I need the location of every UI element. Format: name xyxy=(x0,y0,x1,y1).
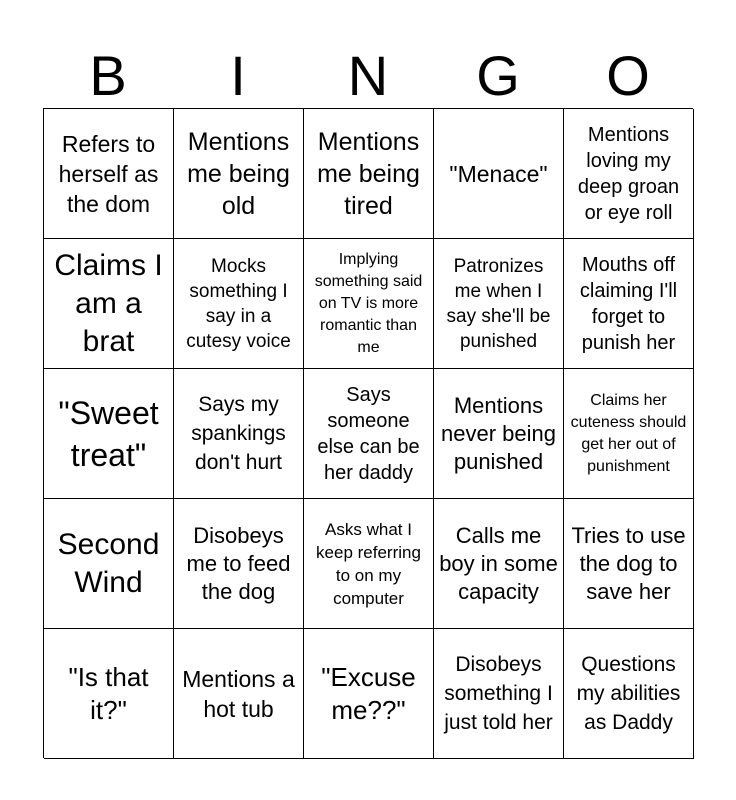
bingo-cell[interactable] xyxy=(304,369,434,499)
cell-text: Says my spankings don't hurt xyxy=(191,393,286,474)
bingo-cell[interactable] xyxy=(174,499,304,629)
cell-text: Tries to use the dog to save her xyxy=(571,522,686,604)
bingo-cell[interactable] xyxy=(434,629,564,759)
bingo-cell[interactable] xyxy=(304,629,434,759)
bingo-cell[interactable] xyxy=(174,629,304,759)
cell-text: "Is that it?" xyxy=(68,661,149,725)
cell-text: Disobeys something I just told her xyxy=(444,653,553,734)
bingo-cell[interactable] xyxy=(174,109,304,239)
cell-text: Mentions me being tired xyxy=(317,127,420,220)
bingo-cell[interactable] xyxy=(44,629,174,759)
bingo-cell[interactable] xyxy=(44,499,174,629)
bingo-cell[interactable] xyxy=(304,499,434,629)
title-letter-i: I xyxy=(230,44,246,107)
cell-text: Implying something said on TV is more romantic than me xyxy=(314,250,423,356)
title-letter-b: B xyxy=(89,44,127,107)
bingo-cell[interactable] xyxy=(564,499,694,629)
bingo-cell[interactable] xyxy=(434,499,564,629)
title-letter-g: G xyxy=(476,44,520,107)
bingo-cell[interactable] xyxy=(304,109,434,239)
title-letter-o: O xyxy=(606,44,650,107)
cell-text: Mentions me being old xyxy=(187,127,290,220)
bingo-title xyxy=(43,44,693,108)
bingo-board xyxy=(43,108,693,758)
cell-text: Calls me boy in some capacity xyxy=(439,522,558,604)
cell-text: "Sweet treat" xyxy=(58,394,159,473)
cell-text: Asks what I keep referring to on my computer xyxy=(316,519,421,608)
bingo-cell[interactable] xyxy=(44,369,174,499)
cell-text: Mouths off claiming I'll forget to punish her xyxy=(579,253,678,354)
cell-text: Disobeys me to feed the dog xyxy=(186,522,291,604)
bingo-cell[interactable] xyxy=(44,239,174,369)
title-letter-n: N xyxy=(347,44,389,107)
bingo-cell[interactable] xyxy=(174,239,304,369)
cell-text: Mocks something I say in a cutesy voice xyxy=(186,255,291,352)
bingo-cell[interactable] xyxy=(434,369,564,499)
cell-text: Mentions loving my deep groan or eye roll xyxy=(577,123,680,224)
cell-text: "Excuse me??" xyxy=(321,661,416,725)
cell-text: Claims I am a brat xyxy=(54,248,163,358)
cell-text: Patronizes me when I say she'll be punished xyxy=(446,255,551,352)
bingo-cell[interactable] xyxy=(564,369,694,499)
bingo-cell[interactable] xyxy=(564,629,694,759)
cell-text: Second Wind xyxy=(57,527,160,599)
bingo-cell[interactable] xyxy=(44,109,174,239)
cell-text: Says someone else can be her daddy xyxy=(317,383,420,484)
cell-text: Mentions never being punished xyxy=(441,392,556,474)
cell-text: Claims her cuteness should get her out of punishment xyxy=(570,391,687,475)
bingo-cell[interactable] xyxy=(564,109,694,239)
cell-text: Questions my abilities as Daddy xyxy=(576,653,681,734)
bingo-cell[interactable] xyxy=(174,369,304,499)
bingo-cell[interactable] xyxy=(434,109,564,239)
cell-text: Mentions a hot tub xyxy=(182,665,295,722)
bingo-cell[interactable] xyxy=(304,239,434,369)
bingo-cell[interactable] xyxy=(564,239,694,369)
cell-text: "Menace" xyxy=(449,160,548,187)
cell-text: Refers to herself as the dom xyxy=(58,130,159,217)
bingo-cell[interactable] xyxy=(434,239,564,369)
